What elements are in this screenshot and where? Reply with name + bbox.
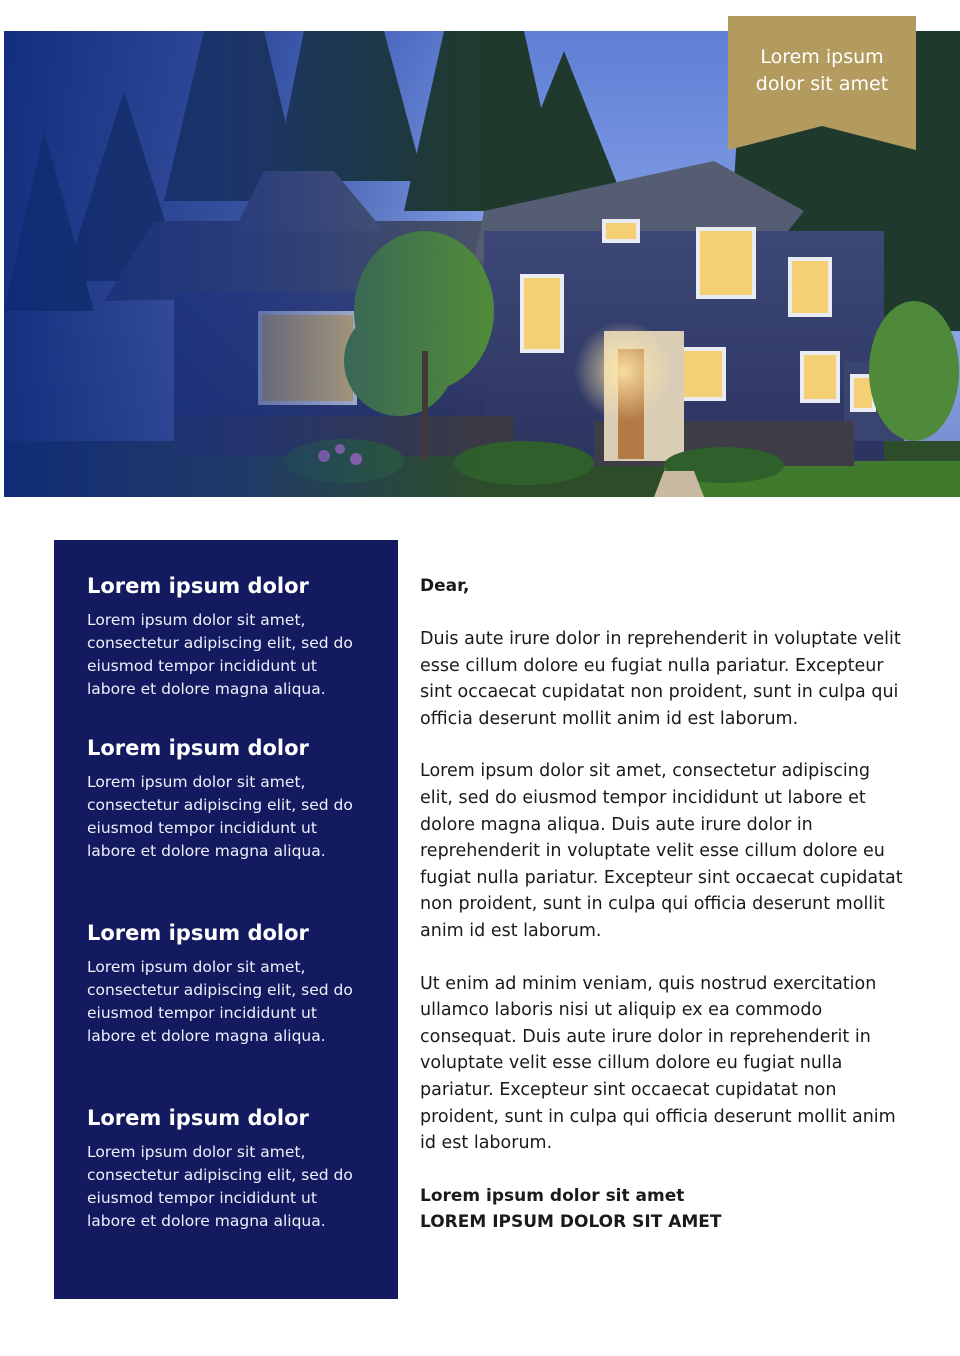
- letter-paragraph: Duis aute irure dolor in reprehenderit in voluptate velit esse cillum dolore eu fugiat nulla pariatur. Excepteur sint occaecat cupidatat non proident, sunt in culpa qui officia deserunt mollit anim id est laborum.: [420, 629, 901, 729]
- letter-body: [420, 573, 940, 1236]
- sidebar-block: [87, 919, 377, 1048]
- sidebar-text: Lorem ipsum dolor sit amet, consectetur adipiscing elit, sed do eiusmod tempor incididunt ut labore et dolore magna aliqua.: [87, 958, 353, 1045]
- letter-paragraph: Lorem ipsum dolor sit amet, consectetur adipiscing elit, sed do eiusmod tempor incididunt ut labore et dolore magna aliqua. Duis aute irure dolor in reprehenderit in voluptate velit esse cillum dolore eu fugiat nulla pariatur. Excepteur sint occaecat cupidatat non proident, sunt in culpa qui officia deserunt mollit anim id est laborum.: [420, 761, 903, 941]
- sidebar-text: Lorem ipsum dolor sit amet, consectetur adipiscing elit, sed do eiusmod tempor incididunt ut labore et dolore magna aliqua.: [87, 611, 353, 698]
- signature-name: Lorem ipsum dolor sit amet: [420, 1185, 685, 1206]
- sidebar-text: Lorem ipsum dolor sit amet, consectetur adipiscing elit, sed do eiusmod tempor incididunt ut labore et dolore magna aliqua.: [87, 1143, 353, 1230]
- letter-paragraph: Ut enim ad minim veniam, quis nostrud exercitation ullamco laboris nisi ut aliquip ex ea commodo consequat. Duis aute irure dolor in reprehenderit in voluptate velit esse cillum dolore eu fugiat nulla pariatur. Excepteur sint occaecat cupidatat non proident, sunt in culpa qui officia deserunt mollit anim id est laborum.: [420, 973, 896, 1154]
- ribbon-text: Lorem ipsum dolor sit amet: [755, 46, 889, 95]
- sidebar-block: [87, 572, 377, 701]
- sidebar-heading: Lorem ipsum dolor: [87, 574, 309, 598]
- ribbon-badge: [728, 16, 916, 150]
- signature-title: LOREM IPSUM DOLOR SIT AMET: [420, 1212, 722, 1233]
- sidebar-block: [87, 734, 377, 863]
- sidebar-heading: Lorem ipsum dolor: [87, 921, 309, 945]
- sidebar-heading: Lorem ipsum dolor: [87, 1106, 309, 1130]
- sidebar-heading: Lorem ipsum dolor: [87, 736, 309, 760]
- sidebar-text: Lorem ipsum dolor sit amet, consectetur adipiscing elit, sed do eiusmod tempor incididunt ut labore et dolore magna aliqua.: [87, 773, 353, 860]
- sidebar-block: [87, 1104, 377, 1233]
- sidebar-panel: [54, 540, 398, 1299]
- letter-greeting: Dear,: [420, 576, 470, 596]
